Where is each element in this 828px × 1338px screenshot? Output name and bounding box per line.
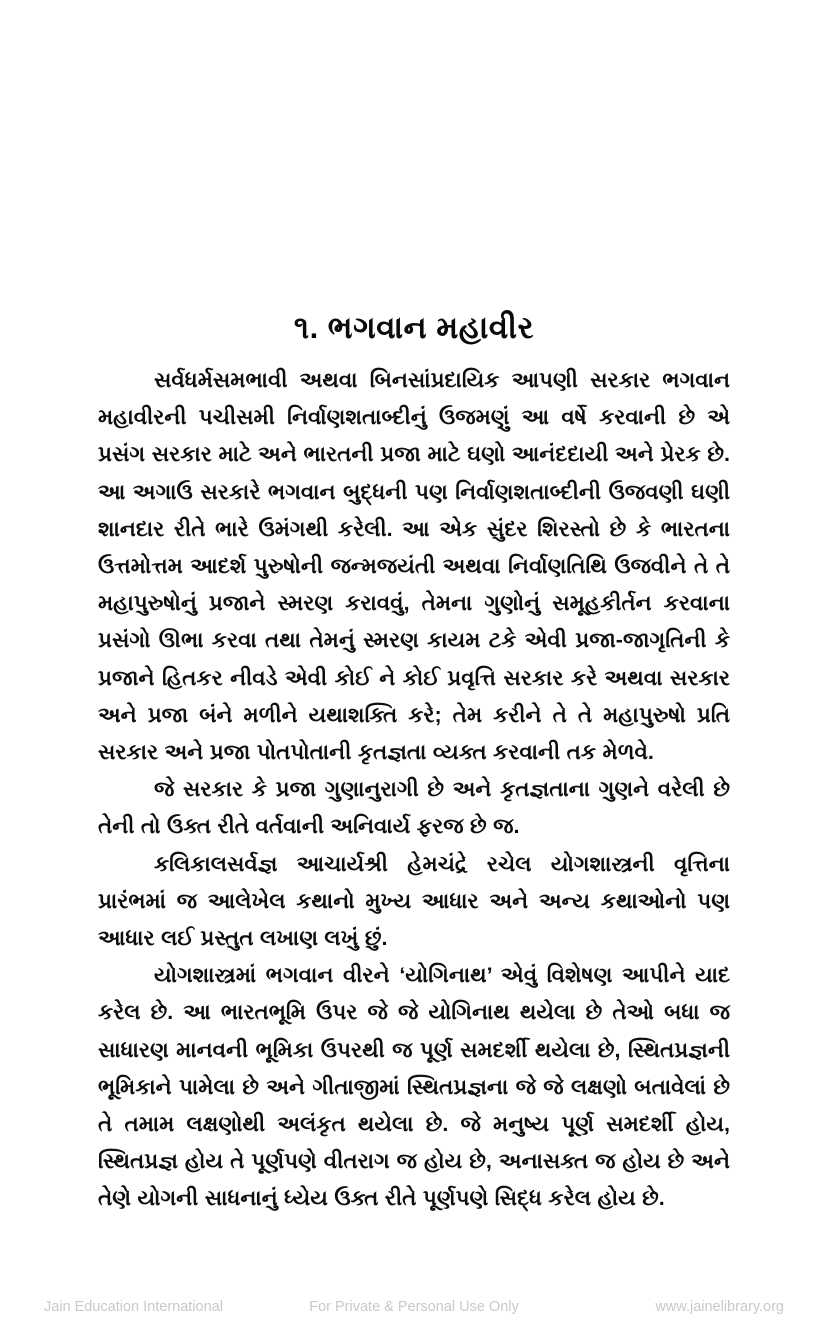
body-text-block: [98, 362, 730, 1218]
footer-publisher: Jain Education International: [44, 1299, 223, 1315]
chapter-title: ૧. ભગવાન મહાવીર: [293, 309, 535, 345]
paragraph-3: કલિકાલસર્વજ્ઞ આચાર્યશ્રી હેમચંદ્રે રચેલ યોગશાસ્ત્રની વૃત્તિના પ્રારંભમાં જ આલેખેલ કથાનો મુખ્ય આધાર અને અન્ય કથાઓનો પણ આધાર લઈ પ્રસ્તુત લખાણ લખું છું.: [98, 851, 730, 951]
page-footer: [0, 1294, 828, 1320]
paragraph-2: જે સરકાર કે પ્રજા ગુણાનુરાગી છે અને કૃતજ્ઞતાના ગુણને વરેલી છે તેની તો ઉક્ત રીતે વર્તવાની અનિવાર્ય ફરજ છે જ.: [98, 777, 730, 839]
paragraph-4: યોગશાસ્ત્રમાં ભગવાન વીરને ‘યોગિનાથ’ એવું વિશેષણ આપીને યાદ કરેલ છે. આ ભારતભૂમિ ઉપર જે જે યોગિનાથ થયેલા છે તેઓ બધા જ સાધારણ માનવની ભૂમિકા ઉપરથી જ પૂર્ણ સમદર્શી થયેલા છે, સ્થિતપ્રજ્ઞની ભૂમિકાને પામેલા છે અને ગીતાજીમાં સ્થિતપ્રજ્ઞના જે જે લક્ષણો બતાવેલાં છે તે તમામ લક્ષણોથી અલંકૃત થયેલા છે. જે મનુષ્ય પૂર્ણ સમદર્શી હોય, સ્થિતપ્રજ્ઞ હોય તે પૂર્ણપણે વીતરાગ જ હોય છે, અનાસક્ત જ હોય છે અને તેણે યોગની સાધનાનું ધ્યેય ઉક્ત રીતે પૂર્ણપણે સિદ્ધ કરેલ હોય છે.: [98, 963, 730, 1211]
footer-website-url: www.jainelibrary.org: [655, 1299, 784, 1315]
footer-usage-notice: For Private & Personal Use Only: [309, 1299, 519, 1315]
paragraph-1: સર્વધર્મસમભાવી અથવા બિનસાંપ્રદાયિક આપણી સરકાર ભગવાન મહાવીરની પચીસમી નિર્વાણશતાબ્દીનું ઉજમણું આ વર્ષે કરવાની છે એ પ્રસંગ સરકાર માટે અને ભારતની પ્રજા માટે ઘણો આનંદદાયી અને પ્રેરક છે. આ અગાઉ સરકારે ભગવાન બુદ્ધની પણ નિર્વાણશતાબ્દીની ઉજવણી ઘણી શાનદાર રીતે ભારે ઉમંગથી કરેલી. આ એક સુંદર શિરસ્તો છે કે ભારતના ઉત્તમોત્તમ આદર્શ પુરુષોની જન્મજયંતી અથવા નિર્વાણતિથિ ઉજવીને તે તે મહાપુરુષોનું પ્રજાને સ્મરણ કરાવવું, તેમના ગુણોનું સમૂહકીર્તન કરવાના પ્રસંગો ઊભા કરવા તથા તેમનું સ્મરણ કાયમ ટકે એવી પ્રજા-જાગૃતિની કે પ્રજાને હિતકર નીવડે એવી કોઈ ને કોઈ પ્રવૃત્તિ સરકાર કરે અથવા સરકાર અને પ્રજા બંને મળીને યથાશક્તિ કરે; તેમ કરીને તે તે મહાપુરુષો પ્રતિ સરકાર અને પ્રજા પોતપોતાની કૃતજ્ઞતા વ્યક્ત કરવાની તક મેળવે.: [98, 368, 730, 765]
